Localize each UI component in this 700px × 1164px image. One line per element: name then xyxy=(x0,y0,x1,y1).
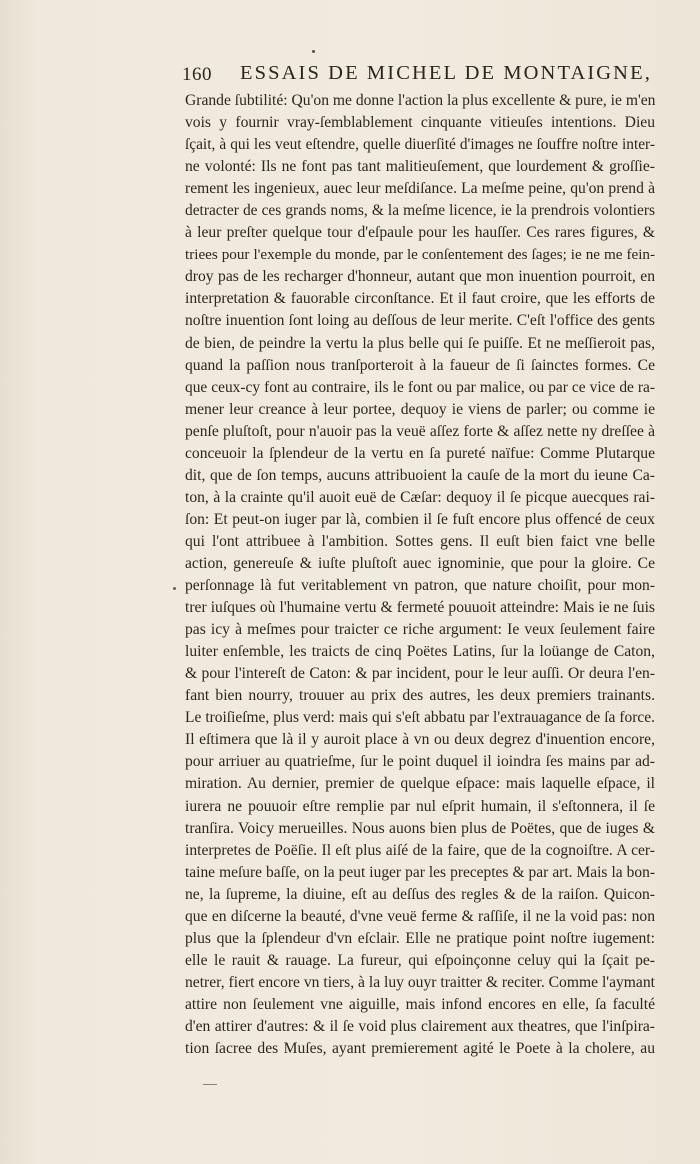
margin-mark xyxy=(173,587,176,590)
text-line: attire non ſeulement vne aiguille, mais infond encores en elle, ſa faculté xyxy=(185,995,655,1013)
text-line: ſçait, à qui les veut eſtendre, quelle diuerſité d'images ne ſouffre noſtre inter- xyxy=(185,136,655,154)
text-line: de bien, de peindre la vertu la plus belle qui ſe puiſſe. Et ne meſſieroit pas, xyxy=(185,334,655,352)
text-line: taine meſure baſſe, on la peut iuger par les preceptes & par art. Mais la bon- xyxy=(185,863,655,881)
text-line: pour arriuer au quatrieſme, ſur le point duquel il ioindra ſes mains par ad- xyxy=(185,753,655,771)
text-line: interpretation & fauorable circonſtance. Et il faut croire, que les efforts de xyxy=(185,290,655,308)
text-line: ne volonté: Ils ne font pas tant malitieuſement, que lourdement & groſſie- xyxy=(185,158,655,176)
text-line: d'en attirer d'autres: & il ſe void plus clairement aux theatres, que l'inſpira- xyxy=(185,1017,655,1035)
page-header xyxy=(182,62,652,90)
page-number: 160 xyxy=(182,64,212,85)
text-line: droy pas de les recharger d'honneur, autant que mon inuention pourroit, en xyxy=(185,268,655,286)
text-line: qui l'ont attribuee à l'ambition. Sottes gens. Il euſt bien faict vne belle xyxy=(185,532,655,550)
text-line: que en diſcerne la beauté, d'vne veuë ferme & raſſiſe, il ne la void pas: non xyxy=(185,907,655,925)
text-line: elle le rauit & rauage. La fureur, qui eſpoinçonne celuy qui la ſçait pe- xyxy=(185,951,655,969)
text-line: rement les ingenieux, auec leur meſdiſance. La meſme peine, qu'on prend à xyxy=(185,180,655,198)
text-line: quand la paſſion nous tranſporteroit à la faueur de ſi ſainctes formes. Ce xyxy=(185,356,655,374)
text-line: fant bien nourry, trouuer au prix des autres, les deux premiers trainants. xyxy=(185,687,655,705)
running-title: ESSAIS DE MICHEL DE MONTAIGNE, xyxy=(240,62,652,84)
text-line: & pour l'intereſt de Caton: & par incident, pour le leur auſſi. Or deura l'en- xyxy=(185,665,655,683)
text-line: Il eſtimera que là il y auroit place à vn ou deux degrez d'inuention encore, xyxy=(185,731,655,749)
text-line: noſtre inuention ſont loing au deſſous de leur merite. C'eſt l'office des gents xyxy=(185,312,655,330)
text-line: à leur preſter quelque tour d'eſpaule pour les hauſſer. Ces rares figures, & xyxy=(185,224,655,242)
text-line: conceuoir la ſplendeur de la vertu en ſa pureté naïfue: Comme Plutarque xyxy=(185,444,655,462)
text-line: interpretes de Poëſie. Il eſt plus aiſé de la faire, que de la cognoiſtre. A cer- xyxy=(185,841,655,859)
text-line: miration. Au dernier, premier de quelque eſpace: mais laquelle eſpace, il xyxy=(185,775,655,793)
text-line: tion ſacree des Muſes, ayant premierement agité le Poete à la cholere, au xyxy=(185,1040,655,1058)
text-line: ton, à la crainte qu'il auoit euë de Cæſar: dequoy il ſe picque auecques rai- xyxy=(185,488,655,506)
text-line: luiter enſemble, les traicts de cinq Poëtes Latins, ſur la loüange de Caton, xyxy=(185,643,655,661)
ink-dot xyxy=(312,50,315,53)
text-line: Le troiſieſme, plus verd: mais qui s'eſt abbatu par l'extrauagance de ſa force. xyxy=(185,709,655,727)
text-line: detracter de ces grands noms, & la meſme licence, ie la prendrois volontiers xyxy=(185,202,655,220)
text-line: ſon: Et peut-on iuger par là, combien il ſe fuſt encore plus offencé de ceux xyxy=(185,510,655,528)
text-line: penſe pluſtoſt, pour n'auoir pas la veuë aſſez forte & aſſez nette ny dreſſee à xyxy=(185,422,655,440)
text-line: tranſira. Voicy merueilles. Nous auons bien plus de Poëtes, que de iuges & xyxy=(185,819,655,837)
text-line: trer iuſques où l'humaine vertu & fermeté pouuoit atteindre: Mais ie ne ſuis xyxy=(185,599,655,617)
text-line: dit, que de ſon temps, aucuns attribuoient la cauſe de la mort du ieune Ca- xyxy=(185,466,655,484)
text-line: triees pour l'exemple du monde, par le conſentement des ſages; ie ne me fein- xyxy=(185,247,655,264)
text-line: Grande ſubtilité: Qu'on me donne l'action la plus excellente & pure, ie m'en xyxy=(185,92,656,109)
text-line: action, genereuſe & iuſte pluſtoſt auec ignominie, que pour la gloire. Ce xyxy=(185,554,655,572)
text-line: netrer, fiert encore vn tiers, à la luy ouyr traitter & reciter. Comme l'aymant xyxy=(185,973,655,991)
text-line: que ceux-cy font au contraire, ils le font ou par malice, ou par ce vice de ra- xyxy=(185,378,655,396)
text-line: pas icy à meſmes pour traicter ce riche argument: Ie veux ſeulement faire xyxy=(185,621,655,639)
body-text xyxy=(185,90,655,1060)
text-line: iurera ne pouuoir eſtre remplie par nul eſprit humain, il s'eſtonnera, il ſe xyxy=(185,797,655,815)
text-line: plus que la ſplendeur d'vn eſclair. Elle ne pratique point noſtre iugement: xyxy=(185,929,655,947)
text-line: mener leur creance à leur portee, dequoy ie viens de parler; ou comme ie xyxy=(185,400,655,418)
text-line: ne, la ſupreme, la diuine, eſt au deſſus des regles & de la raiſon. Quicon- xyxy=(185,885,655,903)
text-line: vois y fournir vray-ſemblablement cinquante vitieuſes intentions. Dieu xyxy=(185,114,655,132)
page-mark xyxy=(203,1084,217,1085)
text-line: perſonnage là fut veritablement vn patron, que nature choiſit, pour mon- xyxy=(185,577,655,595)
